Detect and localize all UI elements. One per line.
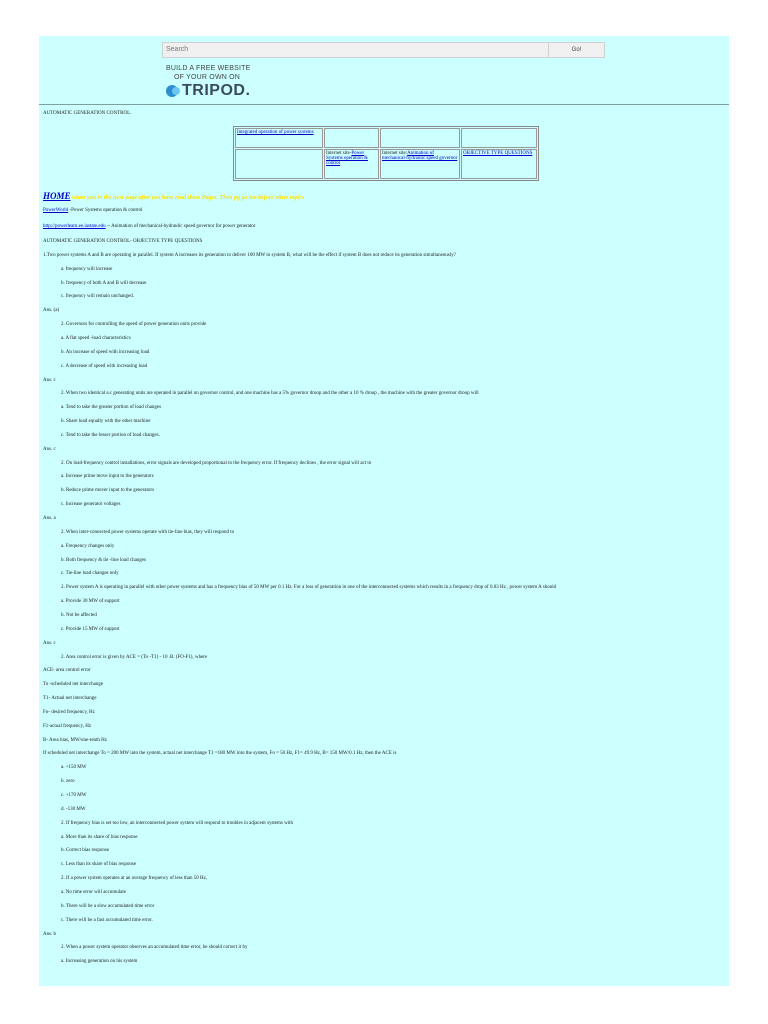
question-line: 2. Power system A is operating in parallel with other power systems and has a frequency bias of 50 MW per 0.1 Hz. For a loss of generation in one of the interconnected systems which results in a frequency drop of 0.03 Hz , power system A should: [61, 585, 557, 591]
question-line: a. frequency will increase: [61, 266, 113, 272]
nav-cell-animation: [380, 149, 460, 179]
home-link[interactable]: HOME: [43, 191, 71, 201]
question-line: a. +150 MW: [61, 765, 87, 771]
question-line: 2. When a power system operator observes an accumulated time error, he should correct it by: [61, 945, 248, 951]
question-line: Ans. a: [43, 516, 56, 521]
question-line: 1.Two power systems A and B are operating in parallel. If system A increases its generation to deliver 100 MW to system B, what will be the effect if system B does not reduce its generation simultaneously?: [43, 252, 456, 258]
question-line: a. No time error will accumulate: [61, 889, 126, 895]
question-line: b. Share load equally with the other machine: [61, 419, 151, 425]
question-line: b. zero: [61, 779, 75, 785]
question-line: a. Tend to take the greater portion of load changes: [61, 405, 162, 411]
question-line: 2. When two identical a.c generating units are operated in parallel on governor control, and one machine has a 5% governor droop and the other a 10 % droop , the machine with the greater governor droop will: [61, 391, 479, 397]
question-line: Fo- desired frequency, Hz: [43, 709, 95, 715]
question-line: b. Correct bias response: [61, 848, 110, 854]
powerlearn-text: -- Animation of mechanical-hydraulic speed governor for power generator: [105, 224, 256, 229]
question-line: a. Provide 30 MW of support: [61, 599, 120, 605]
question-line: c. frequency will remain unchanged.: [61, 294, 135, 300]
question-line: a. Increase prime move input to the generators: [61, 474, 154, 480]
question-line: a. Increasing generation on his system: [61, 959, 138, 965]
question-line: To -scheduled net interchange: [43, 682, 104, 688]
internet-site-label-1: Internet site-: [326, 151, 352, 156]
question-line: Ans. c: [43, 377, 56, 383]
question-line: ACE- area control error: [43, 668, 91, 674]
question-line: b. Both frequency & tie -line load changes: [61, 557, 146, 563]
tripod-logo[interactable]: [166, 83, 250, 99]
nav-cell-objective: [461, 149, 537, 179]
question-line: B- Area bias, MW/one-tenth Hz: [43, 737, 108, 743]
question-line: c. +170 MW: [61, 793, 87, 798]
question-line: 2. On load-frequency control installations, error signals are developed proportional to the frequency error. If frequency declines , the error signal will act to: [61, 460, 372, 466]
question-line: If scheduled net interchange To = 200 MW into the system, actual net interchange T1 =180 MW into the system, Fo = 50 Hz, F1= 49.9 Hz, B= 150 MW/0.1 Hz, then the ACE is: [43, 751, 397, 757]
page-body: [39, 36, 729, 986]
nav-cell-empty-3: [461, 128, 537, 148]
question-line: 2. Area control error is given by ACE = (To -T1) - 10 .B. (FO-F1), where: [61, 654, 208, 660]
home-note: when you in the next page after you have read these Pages. Then pg go too before other topics: [70, 195, 305, 201]
search-input[interactable]: Search: [162, 42, 552, 58]
question-line: c. A decrease of speed with increasing load: [61, 363, 148, 369]
question-line: b. An increase of speed with increasing load: [61, 349, 150, 355]
powerworld-link[interactable]: PowerWorld: [43, 208, 69, 213]
tripod-banner: [39, 36, 729, 105]
tripod-dot-light-icon: [172, 87, 180, 95]
ad-line-2[interactable]: OF YOUR OWN ON: [174, 74, 241, 81]
question-line: d. -130 MW: [61, 806, 86, 812]
question-line: a. More than its share of bias response: [61, 834, 138, 840]
powerworld-row: [43, 208, 142, 214]
powerworld-text: -Power Systems operation & control: [68, 208, 143, 213]
question-line: a. A flat speed -load characteristics: [61, 335, 131, 341]
question-line: 2. Governors for controlling the speed of power generation units provide: [61, 322, 207, 328]
nav-cell-empty-1: [324, 128, 379, 148]
question-line: c. Tend to take the lesser portion of load changes.: [61, 432, 160, 438]
nav-cell-empty-4: [235, 149, 323, 179]
home-row: [43, 191, 304, 201]
question-line: c. Less than its share of bias response: [61, 862, 136, 868]
powerlearn-row: [43, 224, 255, 230]
go-button[interactable]: Go!: [548, 42, 605, 58]
question-line: c. Provide 15 MW of support: [61, 626, 120, 632]
question-line: c. Tie-line load changes only: [61, 571, 119, 577]
question-line: c. Increase generator voltages: [61, 502, 121, 508]
question-line: Ans. b: [43, 931, 57, 937]
question-line: Ans. (a): [43, 308, 60, 314]
power-systems-link[interactable]: Power Systems operation & control: [326, 151, 368, 166]
objective-questions-link[interactable]: OBJECTIVE TYPE QUESTIONS: [463, 151, 533, 156]
question-line: F1-actual frequency, Hz: [43, 723, 92, 729]
question-line: T1- Actual net interchange: [43, 696, 97, 702]
question-line: b. frequency of both A and B will decrease: [61, 280, 147, 286]
question-line: b. Not be affected: [61, 612, 97, 618]
internet-site-label-2: Internet site:: [382, 151, 408, 156]
question-line: 2. If frequency bias is set too low, an interconnected power system will respond to troubles in adjacent systems with: [61, 820, 293, 826]
nav-cell-integrated[interactable]: [235, 128, 323, 148]
tripod-brand: TRIPOD.: [182, 82, 251, 99]
page-title: AUTOMATIC GENERATION CONTROL.: [43, 111, 132, 116]
nav-cell-empty-2: [380, 128, 460, 148]
nav-cell-power-systems: [324, 149, 379, 179]
question-line: c. There will be a fast accumulated time error.: [61, 917, 153, 923]
animation-governor-link[interactable]: Animation of mechanical-hydraulic speed governor: [382, 151, 458, 161]
question-line: b. Reduce prime mover input to the generators: [61, 488, 155, 494]
ad-line-1[interactable]: BUILD A FREE WEBSITE: [166, 65, 251, 72]
question-line: Ans. c: [43, 640, 56, 646]
question-line: Ans. c: [43, 446, 56, 452]
integrated-operation-link[interactable]: Integrated operation of power systems: [237, 130, 314, 135]
question-line: b. There will be a slow accumulated time error: [61, 903, 155, 909]
powerlearn-link[interactable]: http://powerlearn.ee.iastate.edu: [43, 224, 106, 229]
question-line: 2. If a power system operates at an average frequency of less than 50 Hz,: [61, 876, 208, 882]
nav-table: [233, 126, 539, 181]
question-line: a. Frequency changes only: [61, 543, 115, 549]
question-line: 2. When inter-connected power systems operate with tie-line bias, they will respond to: [61, 529, 235, 535]
question-line: AUTOMATIC GENERATION CONTROL- OBJECTIVE TYPE QUESTIONS: [43, 239, 203, 244]
